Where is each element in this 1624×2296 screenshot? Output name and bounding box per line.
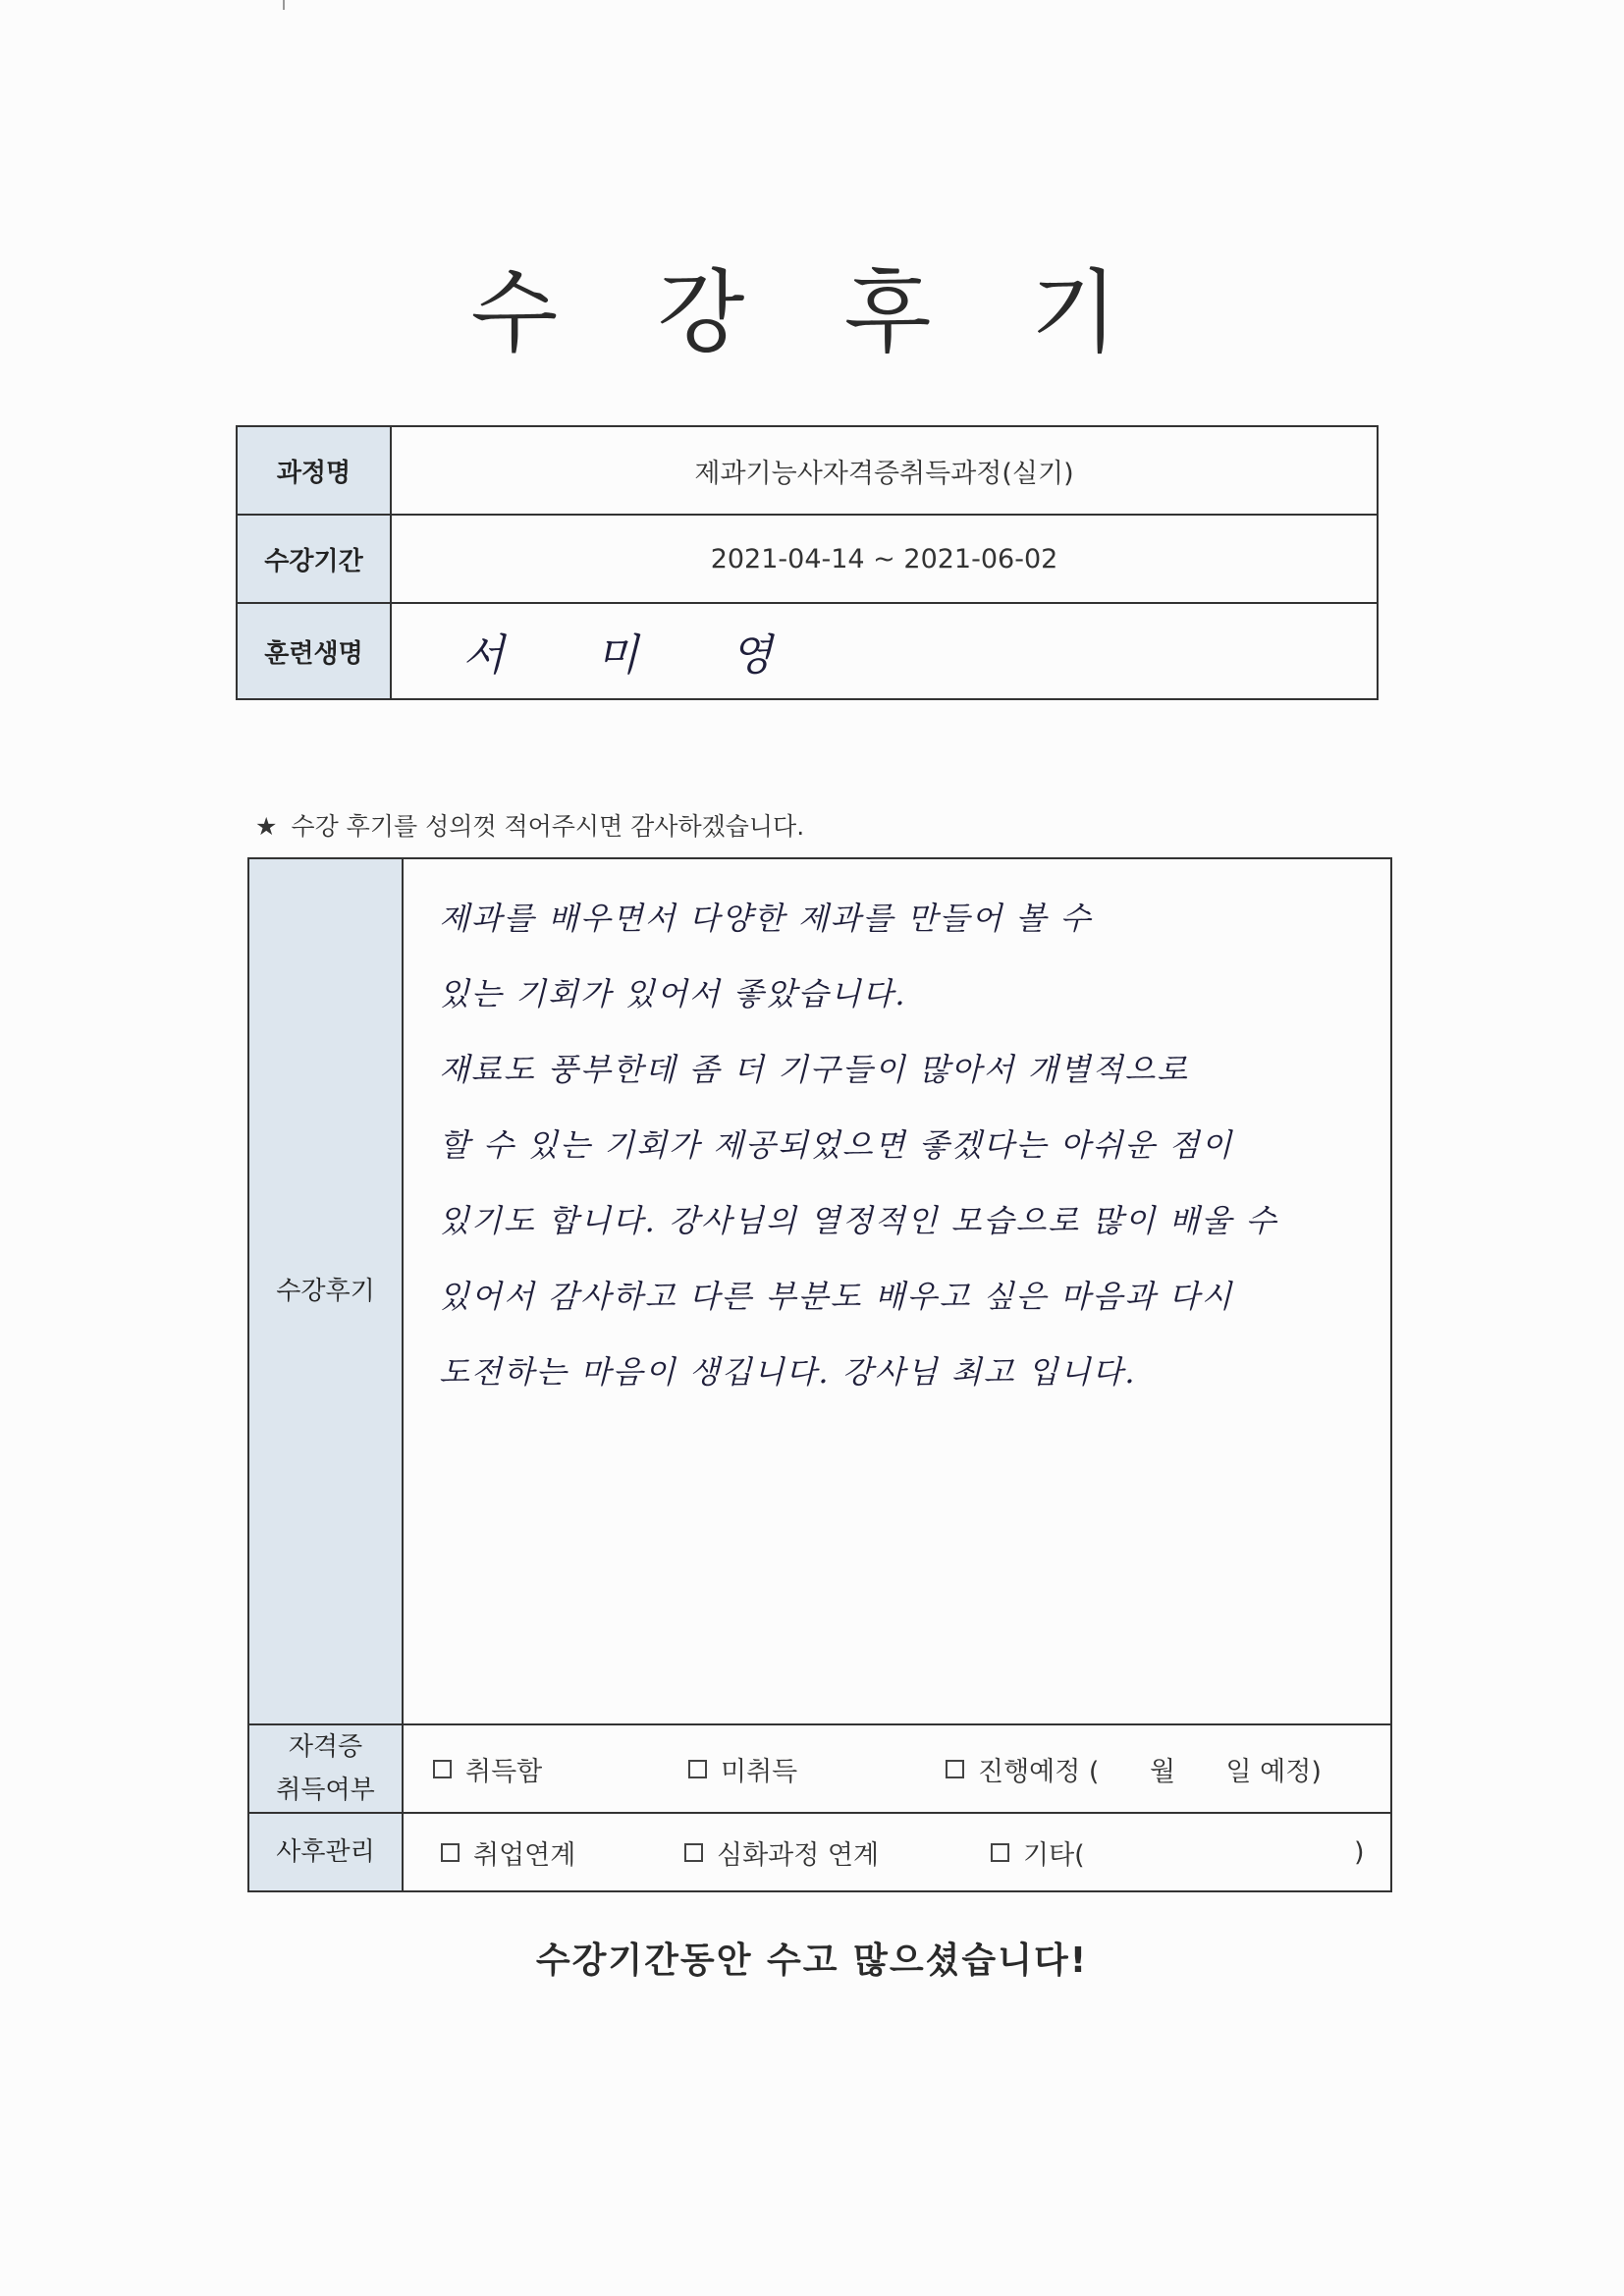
course-label: 과정명 [238, 427, 392, 514]
checkbox-icon[interactable] [684, 1843, 703, 1862]
trainee-label: 훈련생명 [238, 604, 392, 698]
aftercare-label: 사후관리 [249, 1814, 404, 1890]
checkbox-icon[interactable] [688, 1760, 707, 1778]
course-value: 제과기능사자격증취득과정(실기) [694, 458, 1074, 489]
review-line: 있어서 감사하고 다른 부분도 배우고 싶은 마음과 다시 [439, 1278, 1234, 1315]
scan-mark [283, 0, 285, 10]
opt-job-label: 취업연계 [473, 1839, 576, 1871]
opt-other-close: ) [1354, 1836, 1365, 1868]
checkbox-icon[interactable] [441, 1843, 460, 1862]
certificate-label-line1: 자격증 [288, 1732, 363, 1762]
period-label: 수강기간 [238, 516, 392, 602]
checkbox-icon[interactable] [433, 1760, 452, 1778]
instruction-text: 수강 후기를 성의껏 적어주시면 감사하겠습니다. [291, 812, 805, 841]
trainee-row [238, 602, 1377, 698]
aftercare-options [404, 1814, 1390, 1890]
review-line: 제과를 배우면서 다양한 제과를 만들어 볼 수 [439, 900, 1093, 937]
opt-other[interactable] [991, 1833, 1085, 1872]
closing-message: 수강기간동안 수고 많으셨습니다! [535, 1941, 1089, 1981]
opt-not-acquired[interactable] [688, 1750, 797, 1788]
opt-not-acquired-label: 미취득 [721, 1756, 798, 1787]
review-line: 재료도 풍부한데 좀 더 기구들이 많아서 개별적으로 [439, 1051, 1190, 1088]
opt-other-label: 기타( [1023, 1839, 1085, 1871]
opt-advanced[interactable] [684, 1833, 879, 1872]
review-line: 할 수 있는 기회가 제공되었으면 좋겠다는 아쉬운 점이 [439, 1126, 1234, 1164]
opt-planned[interactable] [946, 1750, 1322, 1788]
aftercare-row [249, 1812, 1390, 1890]
opt-acquired-label: 취득함 [465, 1756, 543, 1787]
opt-job[interactable] [441, 1833, 575, 1872]
review-table [247, 857, 1392, 1892]
opt-advanced-label: 심화과정 연계 [717, 1839, 880, 1871]
review-row [249, 859, 1390, 1723]
checkbox-icon[interactable] [946, 1760, 964, 1778]
opt-acquired[interactable] [433, 1750, 542, 1788]
period-value: 2021-04-14 ~ 2021-06-02 [710, 543, 1058, 574]
certificate-row [249, 1723, 1390, 1812]
instruction-note [255, 807, 804, 843]
course-row [238, 427, 1377, 514]
certificate-options [404, 1725, 1390, 1812]
review-handwritten-text [404, 859, 1390, 1723]
certificate-label [249, 1725, 404, 1812]
trainee-name-handwritten: 서 미 영 [462, 630, 812, 681]
review-label: 수강후기 [249, 859, 404, 1723]
period-row [238, 514, 1377, 602]
certificate-label-line2: 취득여부 [276, 1776, 375, 1805]
page-title: 수 강 후 기 [470, 260, 1154, 365]
review-line: 도전하는 마음이 생깁니다. 강사님 최고 입니다. [439, 1353, 1137, 1391]
checkbox-icon[interactable] [991, 1843, 1009, 1862]
info-table [236, 425, 1379, 700]
review-line: 있는 기회가 있어서 좋았습니다. [439, 975, 907, 1012]
review-line: 있기도 합니다. 강사님의 열정적인 모습으로 많이 배울 수 [439, 1202, 1278, 1239]
opt-planned-label: 진행예정 ( 월 일 예정) [978, 1756, 1322, 1787]
star-icon: ★ [255, 812, 278, 841]
